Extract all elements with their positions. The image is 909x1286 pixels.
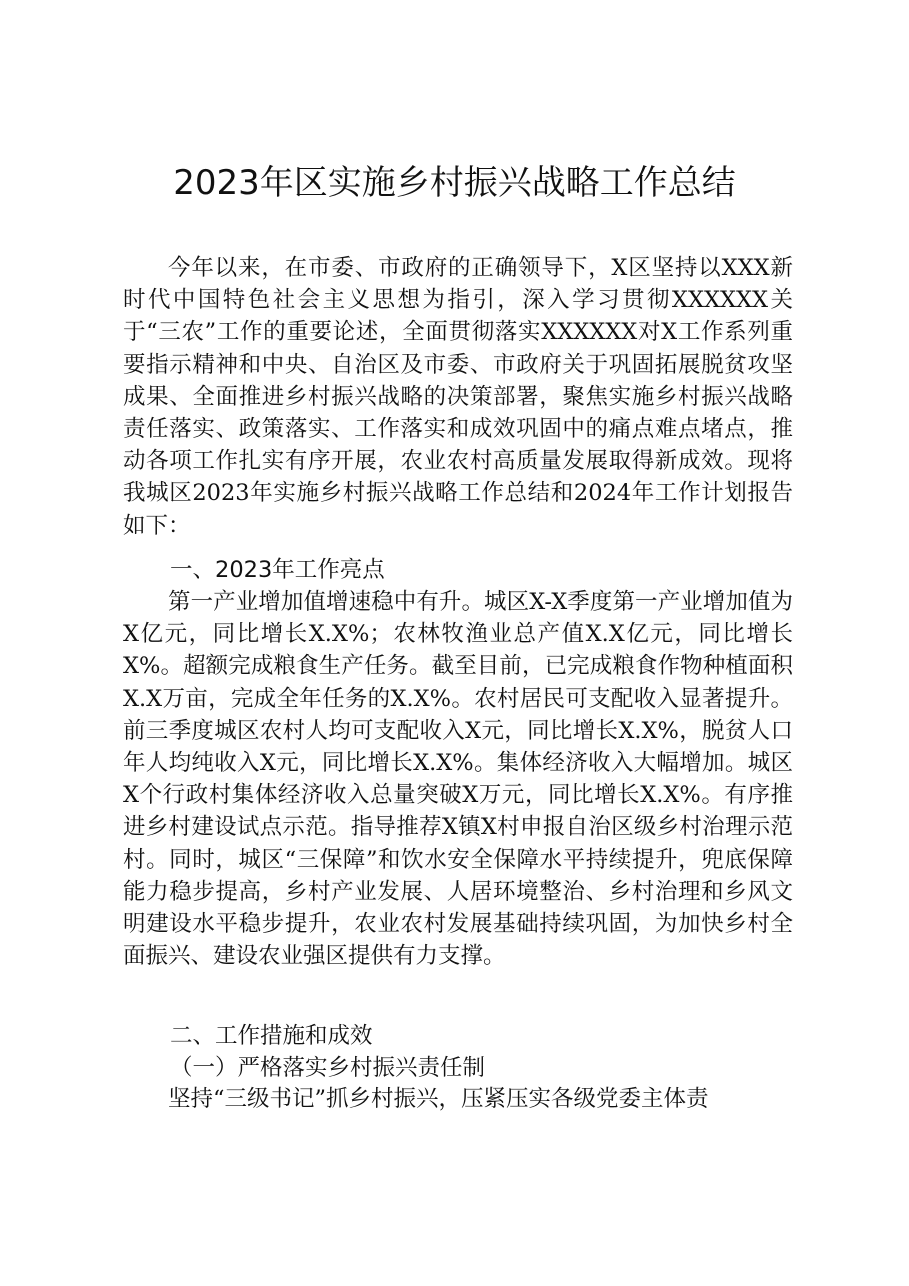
document-title: 2023年区实施乡村振兴战略工作总结: [173, 163, 736, 203]
section-2-paragraph: 坚持“三级书记”抓乡村振兴，压紧压实各级党委主体责: [168, 1086, 709, 1112]
section-2-body: [123, 1083, 793, 1115]
intro-section: [123, 252, 793, 542]
section-2-heading: 二、工作措施和成效: [170, 1023, 373, 1049]
section-1-paragraph: 第一产业增加值增速稳中有升。城区X-X季度第一产业增加值为X亿元，同比增长X.X%；农林牧渔业总产值X.X亿元，同比增长X%。超额完成粮食生产任务。截至目前，已完成粮食作物种植面积X.X万亩，完成全年任务的X.X%。农村居民可支配收入显著提升。前三季度城区农村人均可支配收入X元，同比增长X.X%，脱贫人口年人均纯收入X元，同比增长X.X%。集体经济收入大幅增加。城区X个行政村集体经济收入总量突破X万元，同比增长X.X%。有序推进乡村建设试点示范。指导推荐X镇X村申报自治区级乡村治理示范村。同时，城区“三保障”和饮水安全保障水平持续提升，兜底保障能力稳步提高，乡村产业发展、人居环境整治、乡村治理和乡风文明建设水平稳步提升，农业农村发展基础持续巩固，为加快乡村全面振兴、建设农业强区提供有力支撑。: [123, 589, 793, 970]
intro-paragraph: 今年以来，在市委、市政府的正确领导下，X区坚持以XXX新时代中国特色社会主义思想为指引，深入学习贯彻XXXXXX关于“三农”工作的重要论述，全面贯彻落实XXXXXX对X工作系列重要指示精神和中央、自治区及市委、市政府关于巩固拓展脱贫攻坚成果、全面推进乡村振兴战略的决策部署，聚焦实施乡村振兴战略责任落实、政策落实、工作落实和成效巩固中的痛点难点堵点，推动各项工作扎实有序开展，农业农村高质量发展取得新成效。现将我城区2023年实施乡村振兴战略工作总结和2024年工作计划报告如下：: [123, 255, 793, 539]
section-2-subheading: （一）严格落实乡村振兴责任制: [170, 1055, 486, 1081]
section-1-body: [123, 586, 793, 972]
section-1-heading: 一、2023年工作亮点: [170, 557, 385, 583]
